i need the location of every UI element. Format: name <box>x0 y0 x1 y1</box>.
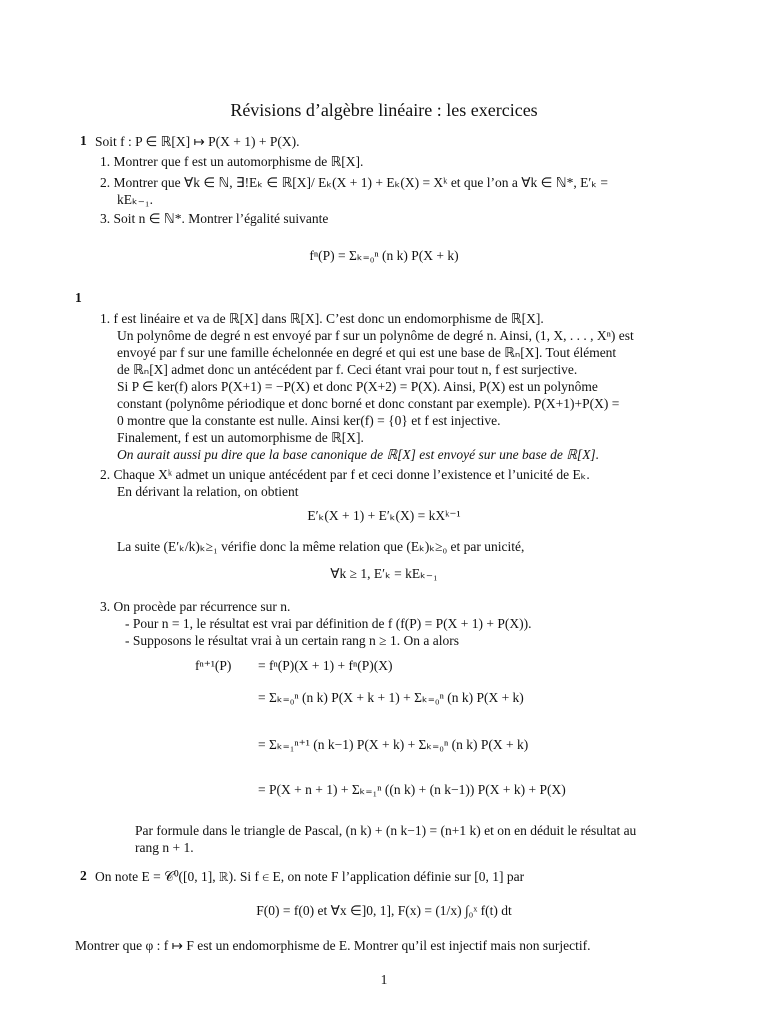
solution-line: Un polynôme de degré n est envoyé par f sur un polynôme de degré n. Ainsi, (1, X, . . . , Xⁿ) est <box>117 328 634 343</box>
exercise-question: Montrer que φ : f ↦ F est un endomorphisme de E. Montrer qu’il est injectif mais non surjectif. <box>75 938 591 953</box>
page-number: 1 <box>380 972 388 987</box>
solution-line: En dérivant la relation, on obtient <box>117 484 299 499</box>
align-lhs: fⁿ⁺¹(P) <box>195 658 232 673</box>
solution-line: 1. f est linéaire et va de ℝ[X] dans ℝ[X]. C’est donc un endomorphisme de ℝ[X]. <box>100 311 544 326</box>
align-row: = Σₖ₌₁ⁿ⁺¹ (n k−1) P(X + k) + Σₖ₌₀ⁿ (n k) P(X + k) <box>258 737 529 752</box>
solution-line: Finalement, f est un automorphisme de ℝ[X]. <box>117 430 364 445</box>
solution-line: - Pour n = 1, le résultat est vrai par définition de f (f(P) = P(X + 1) + P(X)). <box>125 616 532 631</box>
solution-number: 1 <box>75 290 82 305</box>
solution-line: Par formule dans le triangle de Pascal, (n k) + (n k−1) = (n+1 k) et on en déduit le résultat au <box>135 823 637 838</box>
solution-line: de ℝₙ[X] admet donc un antécédent par f. Ceci étant vrai pour tout n, f est surjective. <box>117 362 578 377</box>
solution-line: constant (polynôme périodique et donc borné et donc constant par exemple). P(X+1)+P(X) = <box>117 396 620 411</box>
solution-line: La suite (E′ₖ/k)ₖ≥₁ vérifie donc la même relation que (Eₖ)ₖ≥₀ et par unicité, <box>117 539 525 554</box>
exercise-number: 1 <box>80 133 87 148</box>
display-formula: E′ₖ(X + 1) + E′ₖ(X) = kXᵏ⁻¹ <box>307 508 461 523</box>
display-formula: F(0) = f(0) et ∀x ∈]0, 1], F(x) = (1/x) ∫₀ˣ f(t) dt <box>256 903 512 918</box>
display-formula: fⁿ(P) = Σₖ₌₀ⁿ (n k) P(X + k) <box>309 248 459 263</box>
solution-line: - Supposons le résultat vrai à un certain rang n ≥ 1. On a alors <box>125 633 459 648</box>
solution-line: rang n + 1. <box>135 840 194 855</box>
exercise-item: 1. Montrer que f est un automorphisme de ℝ[X]. <box>100 154 364 169</box>
solution-line: 0 montre que la constante est nulle. Ainsi ker(f) = {0} et f est injective. <box>117 413 501 428</box>
exercise-statement: Soit f : P ∈ ℝ[X] ↦ P(X + 1) + P(X). <box>95 134 300 149</box>
display-formula: ∀k ≥ 1, E′ₖ = kEₖ₋₁ <box>330 566 438 581</box>
remark-italic: On aurait aussi pu dire que la base canonique de ℝ[X] est envoyé sur une base de ℝ[X]. <box>117 447 600 462</box>
solution-line: 3. On procède par récurrence sur n. <box>100 599 291 614</box>
exercise-item: 3. Soit n ∈ ℕ*. Montrer l’égalité suivante <box>100 211 329 226</box>
page-title: Révisions d’algèbre linéaire : les exercices <box>230 100 538 120</box>
align-row: = Σₖ₌₀ⁿ (n k) P(X + k + 1) + Σₖ₌₀ⁿ (n k) P(X + k) <box>258 690 524 705</box>
exercise-number: 2 <box>80 868 87 883</box>
solution-line: Si P ∈ ker(f) alors P(X+1) = −P(X) et donc P(X+2) = P(X). Ainsi, P(X) est un polynôme <box>117 379 598 394</box>
solution-line: envoyé par f sur une famille échelonnée en degré et qui est une base de ℝₙ[X]. Tout élément <box>117 345 617 360</box>
align-row: = fⁿ(P)(X + 1) + fⁿ(P)(X) <box>258 658 393 673</box>
solution-line: 2. Chaque Xᵏ admet un unique antécédent par f et ceci donne l’existence et l’unicité de Eₖ. <box>100 467 590 482</box>
exercise-item: kEₖ₋₁. <box>117 192 153 207</box>
align-row: = P(X + n + 1) + Σₖ₌₁ⁿ ((n k) + (n k−1)) P(X + k) + P(X) <box>258 782 566 797</box>
exercise-statement: On note E = 𝒞⁰([0, 1], ℝ). Si f ∈ E, on note F l’application définie sur [0, 1] par <box>95 869 525 884</box>
exercise-item: 2. Montrer que ∀k ∈ ℕ, ∃!Eₖ ∈ ℝ[X]/ Eₖ(X + 1) + Eₖ(X) = Xᵏ et que l’on a ∀k ∈ ℕ*, E′ₖ = <box>100 175 609 190</box>
